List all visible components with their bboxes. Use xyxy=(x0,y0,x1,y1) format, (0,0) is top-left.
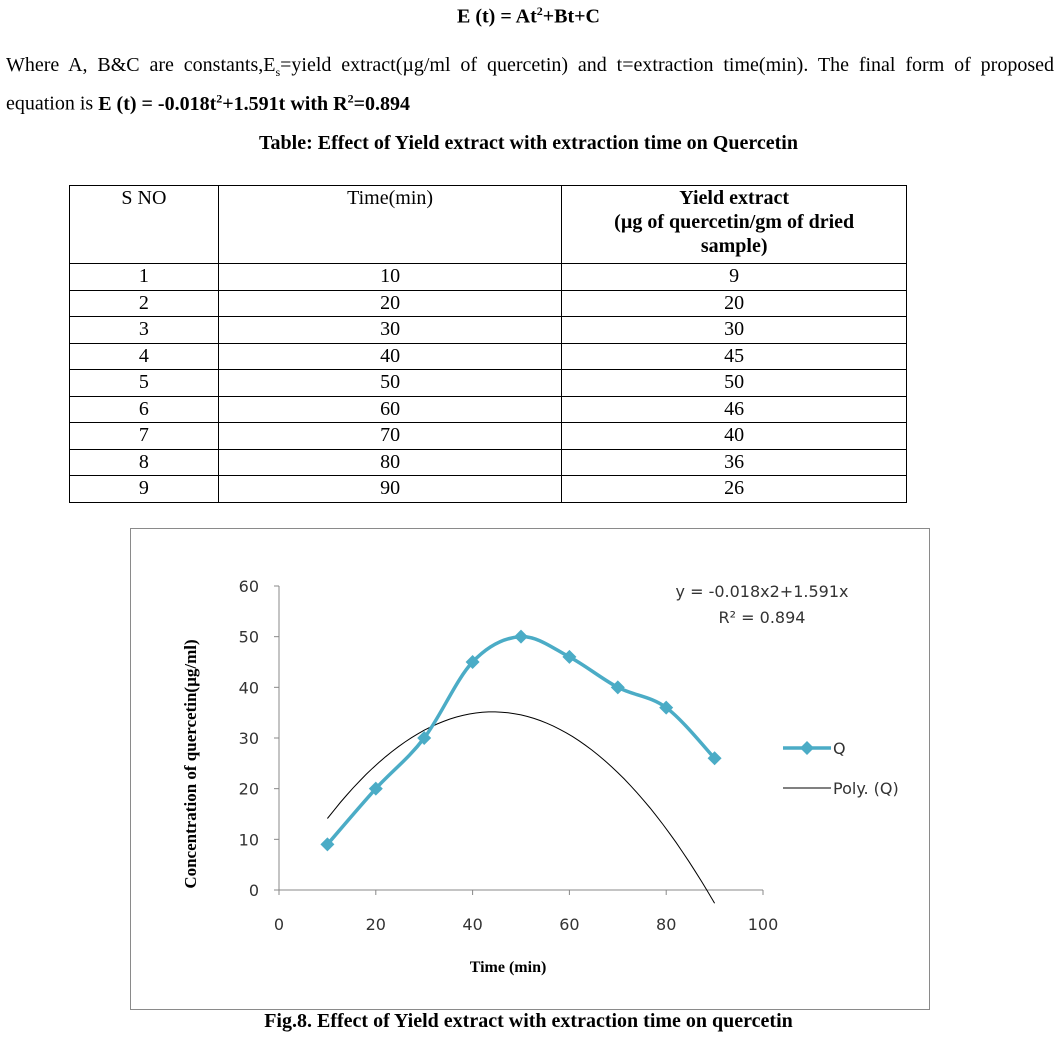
table-row xyxy=(70,290,907,317)
cell-sno: 7 xyxy=(70,423,219,450)
table-row xyxy=(70,449,907,476)
chart-svg xyxy=(131,529,929,1009)
cell-time: 80 xyxy=(218,449,562,476)
cell-time: 40 xyxy=(218,343,562,370)
x-tick-label: 80 xyxy=(656,915,677,934)
cell-yield: 20 xyxy=(562,290,907,317)
y-tick-label: 30 xyxy=(238,729,259,748)
figure-chart xyxy=(130,528,930,1010)
table-row xyxy=(70,396,907,423)
y-tick-label: 40 xyxy=(238,678,259,698)
table-row xyxy=(70,264,907,291)
cell-sno: 3 xyxy=(70,317,219,344)
table-row xyxy=(70,317,907,344)
legend-q-label: Q xyxy=(833,739,846,758)
description-paragraph: Where A, B&C are $constants,E_s=yield$ extract(µg/ml of quercetin) and t=extraction time(min). The final form of proposed equation is E $(t) = -0.018t^2+1.591t$ with $R^2=0.894$ xyxy=(6,54,1054,115)
legend-poly-label: Poly. (Q) xyxy=(833,779,899,798)
cell-yield: 46 xyxy=(562,396,907,423)
table-row xyxy=(70,423,907,450)
y-tick-label: 60 xyxy=(238,577,259,596)
cell-sno: 1 xyxy=(70,264,219,291)
cell-time: 90 xyxy=(218,476,562,503)
y-tick-label: 10 xyxy=(238,830,259,850)
cell-sno: 4 xyxy=(70,343,219,370)
x-axis-label: Time (min) xyxy=(469,959,547,976)
data-point-q xyxy=(562,650,576,664)
x-tick-label: 40 xyxy=(462,915,483,934)
series-line-q xyxy=(327,637,714,845)
cell-time: 70 xyxy=(218,423,562,450)
cell-time: 50 xyxy=(218,370,562,397)
r-squared-label: R² = 0.894 xyxy=(718,608,806,627)
final-equation: E $(t) = -0.018t^2+1.591t$ with $R^2=0.894$ xyxy=(98,91,410,115)
data-point-q xyxy=(514,630,528,644)
cell-yield: 36 xyxy=(562,449,907,476)
cell-yield: 50 xyxy=(562,370,907,397)
cell-yield: 45 xyxy=(562,343,907,370)
y-tick-label: 20 xyxy=(238,779,259,799)
cell-sno: 6 xyxy=(70,396,219,423)
cell-time: 60 xyxy=(218,396,562,423)
y-tick-label: 50 xyxy=(238,627,259,647)
x-tick-label: 20 xyxy=(365,915,386,934)
header-yield: Yield extract (µg of quercetin/gm of dried sample) xyxy=(562,186,907,264)
y-axis-label: Concentration of quercetin(µg/ml) xyxy=(181,639,200,889)
cell-sno: 9 xyxy=(70,476,219,503)
cell-time: 30 xyxy=(218,317,562,344)
cell-sno: 8 xyxy=(70,449,219,476)
header-sno: S NO xyxy=(70,186,219,264)
cell-yield: 9 xyxy=(562,264,907,291)
table-row xyxy=(70,476,907,503)
cell-yield: 30 xyxy=(562,317,907,344)
cell-sno: 5 xyxy=(70,370,219,397)
legend-q-marker xyxy=(800,741,814,755)
y-tick-label: 0 xyxy=(248,881,259,900)
x-tick-label: 60 xyxy=(559,915,580,934)
table-row xyxy=(70,343,907,370)
legend xyxy=(783,739,899,798)
header-time: Time(min) xyxy=(218,186,562,264)
data-point-q xyxy=(611,680,625,694)
x-tick-label: 100 xyxy=(747,915,779,934)
cell-yield: 40 xyxy=(562,423,907,450)
trendline-poly-q xyxy=(327,712,714,903)
cell-time: 10 xyxy=(218,264,562,291)
table-header-row xyxy=(70,186,907,264)
cell-time: 20 xyxy=(218,290,562,317)
table-row xyxy=(70,370,907,397)
table-caption: Table: Effect of Yield extract with extraction time on Quercetin xyxy=(259,132,798,154)
cell-yield: 26 xyxy=(562,476,907,503)
yield-table xyxy=(69,185,907,503)
trend-equation-label: y = -0.018x2+1.591x xyxy=(675,582,849,601)
figure-caption: Fig.8. Effect of Yield extract with extraction time on quercetin xyxy=(264,1010,793,1032)
x-tick-label: 0 xyxy=(273,915,285,934)
cell-sno: 2 xyxy=(70,290,219,317)
equation-heading: E $(t) = At^2+Bt+C$ xyxy=(457,4,600,28)
